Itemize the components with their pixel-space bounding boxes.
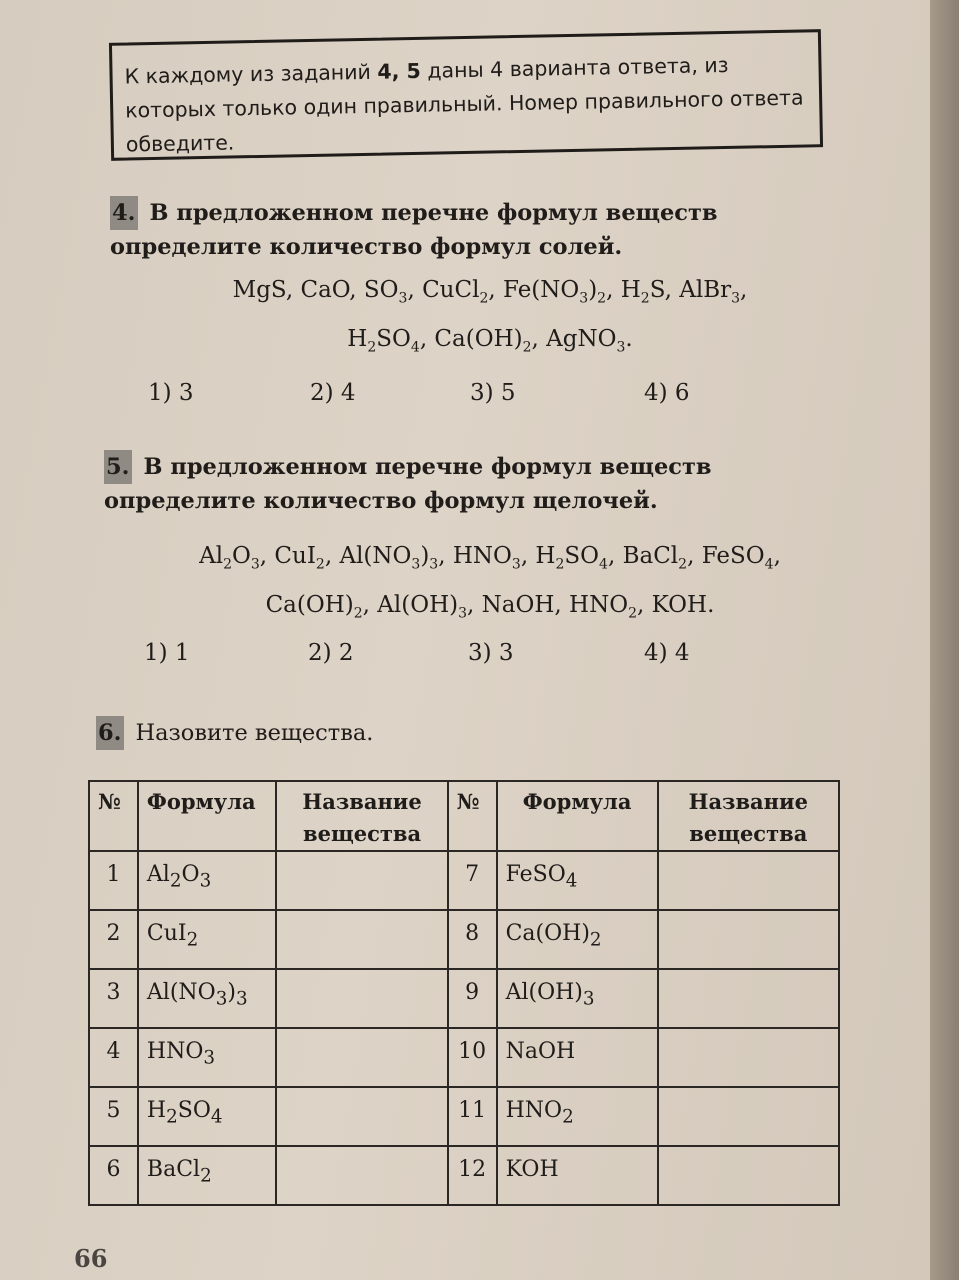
name-answer-cell[interactable] xyxy=(658,851,839,910)
table-row xyxy=(89,1087,839,1146)
name-answer-cell[interactable] xyxy=(276,851,447,910)
instruction-text-end: даны 4 варианта ответа, из которых только один правильный. Номер правильного ответа обведите. xyxy=(125,52,804,157)
row-number: 8 xyxy=(448,910,497,969)
task-6 xyxy=(96,716,596,750)
task-number: 6. xyxy=(96,716,124,750)
name-answer-cell[interactable] xyxy=(276,1087,447,1146)
table-row xyxy=(89,1146,839,1205)
substances-table xyxy=(88,780,840,1206)
option-2[interactable]: 2) 2 xyxy=(308,640,354,666)
row-number: 5 xyxy=(89,1087,138,1146)
formula-cell: $Al(OH)_3$ xyxy=(497,969,658,1028)
header-number: № xyxy=(89,781,138,851)
formula-cell: $H_2SO_4$ xyxy=(138,1087,277,1146)
formula-cell: $Al_2O_3$ xyxy=(138,851,277,910)
name-answer-cell[interactable] xyxy=(658,1028,839,1087)
table-row xyxy=(89,1028,839,1087)
instruction-box xyxy=(109,29,823,161)
page-number: 66 xyxy=(74,1244,108,1273)
task-text: Назовите вещества. xyxy=(135,720,374,746)
row-number: 11 xyxy=(448,1087,497,1146)
row-number: 10 xyxy=(448,1028,497,1087)
instruction-task-numbers: 4, 5 xyxy=(377,58,422,84)
row-number: 9 xyxy=(448,969,497,1028)
formula-cell: $HNO_3$ xyxy=(138,1028,277,1087)
formula-cell: KOH xyxy=(497,1146,658,1205)
name-answer-cell[interactable] xyxy=(276,1028,447,1087)
header-formula: Формула xyxy=(497,781,658,851)
task-5 xyxy=(104,450,834,518)
formula-cell: $HNO_2$ xyxy=(497,1087,658,1146)
name-answer-cell[interactable] xyxy=(658,969,839,1028)
row-number: 2 xyxy=(89,910,138,969)
option-4[interactable]: 4) 4 xyxy=(644,640,690,666)
row-number: 1 xyxy=(89,851,138,910)
formula-cell: BaCl$_2$ xyxy=(138,1146,277,1205)
book-spine xyxy=(930,0,959,1280)
header-formula: Формула xyxy=(138,781,277,851)
name-answer-cell[interactable] xyxy=(658,1146,839,1205)
formula-cell: NaOH xyxy=(497,1028,658,1087)
option-4[interactable]: 4) 6 xyxy=(644,380,690,406)
row-number: 6 xyxy=(89,1146,138,1205)
task-4 xyxy=(110,196,830,264)
option-3[interactable]: 3) 3 xyxy=(468,640,514,666)
formula-list-salts: MgS, CaO, $SO_3$, CuCl$_2$, $Fe(NO_3)_2$, $H_2S$, AlBr$_3$, $H_2SO_4$, $Ca(OH)_2$, AgNO$_3$. xyxy=(232,277,748,356)
name-answer-cell[interactable] xyxy=(658,910,839,969)
header-number: № xyxy=(448,781,497,851)
table-row xyxy=(89,969,839,1028)
row-number: 12 xyxy=(448,1146,497,1205)
formula-cell: FeSO$_4$ xyxy=(497,851,658,910)
name-answer-cell[interactable] xyxy=(658,1087,839,1146)
name-answer-cell[interactable] xyxy=(276,910,447,969)
header-name: Название вещества xyxy=(276,781,447,851)
formula-cell: $Ca(OH)_2$ xyxy=(497,910,658,969)
table-row xyxy=(89,851,839,910)
task-text: В предложенном перечне формул веществ определите количество формул солей. xyxy=(110,200,718,260)
task-number: 4. xyxy=(110,196,138,230)
option-1[interactable]: 1) 3 xyxy=(148,380,194,406)
formula-list-alkalis: $Al_2O_3$, CuI$_2$, $Al(NO_3)_3$, $HNO_3$, $H_2SO_4$, BaCl$_2$, FeSO$_4$, $Ca(OH)_2$, $Al(OH)_3$, NaOH, $HNO_2$, KOH. xyxy=(199,543,781,622)
option-1[interactable]: 1) 1 xyxy=(144,640,190,666)
option-3[interactable]: 3) 5 xyxy=(470,380,516,406)
row-number: 3 xyxy=(89,969,138,1028)
task-text: В предложенном перечне формул веществ определите количество формул щелочей. xyxy=(104,454,712,514)
row-number: 4 xyxy=(89,1028,138,1087)
option-2[interactable]: 2) 4 xyxy=(310,380,356,406)
name-answer-cell[interactable] xyxy=(276,1146,447,1205)
formula-cell: CuI$_2$ xyxy=(138,910,277,969)
task-number: 5. xyxy=(104,450,132,484)
table-row xyxy=(89,910,839,969)
header-name: Название вещества xyxy=(658,781,839,851)
formula-cell: $Al(NO_3)_3$ xyxy=(138,969,277,1028)
name-answer-cell[interactable] xyxy=(276,969,447,1028)
instruction-text-start: К каждому из заданий xyxy=(124,59,378,89)
row-number: 7 xyxy=(448,851,497,910)
